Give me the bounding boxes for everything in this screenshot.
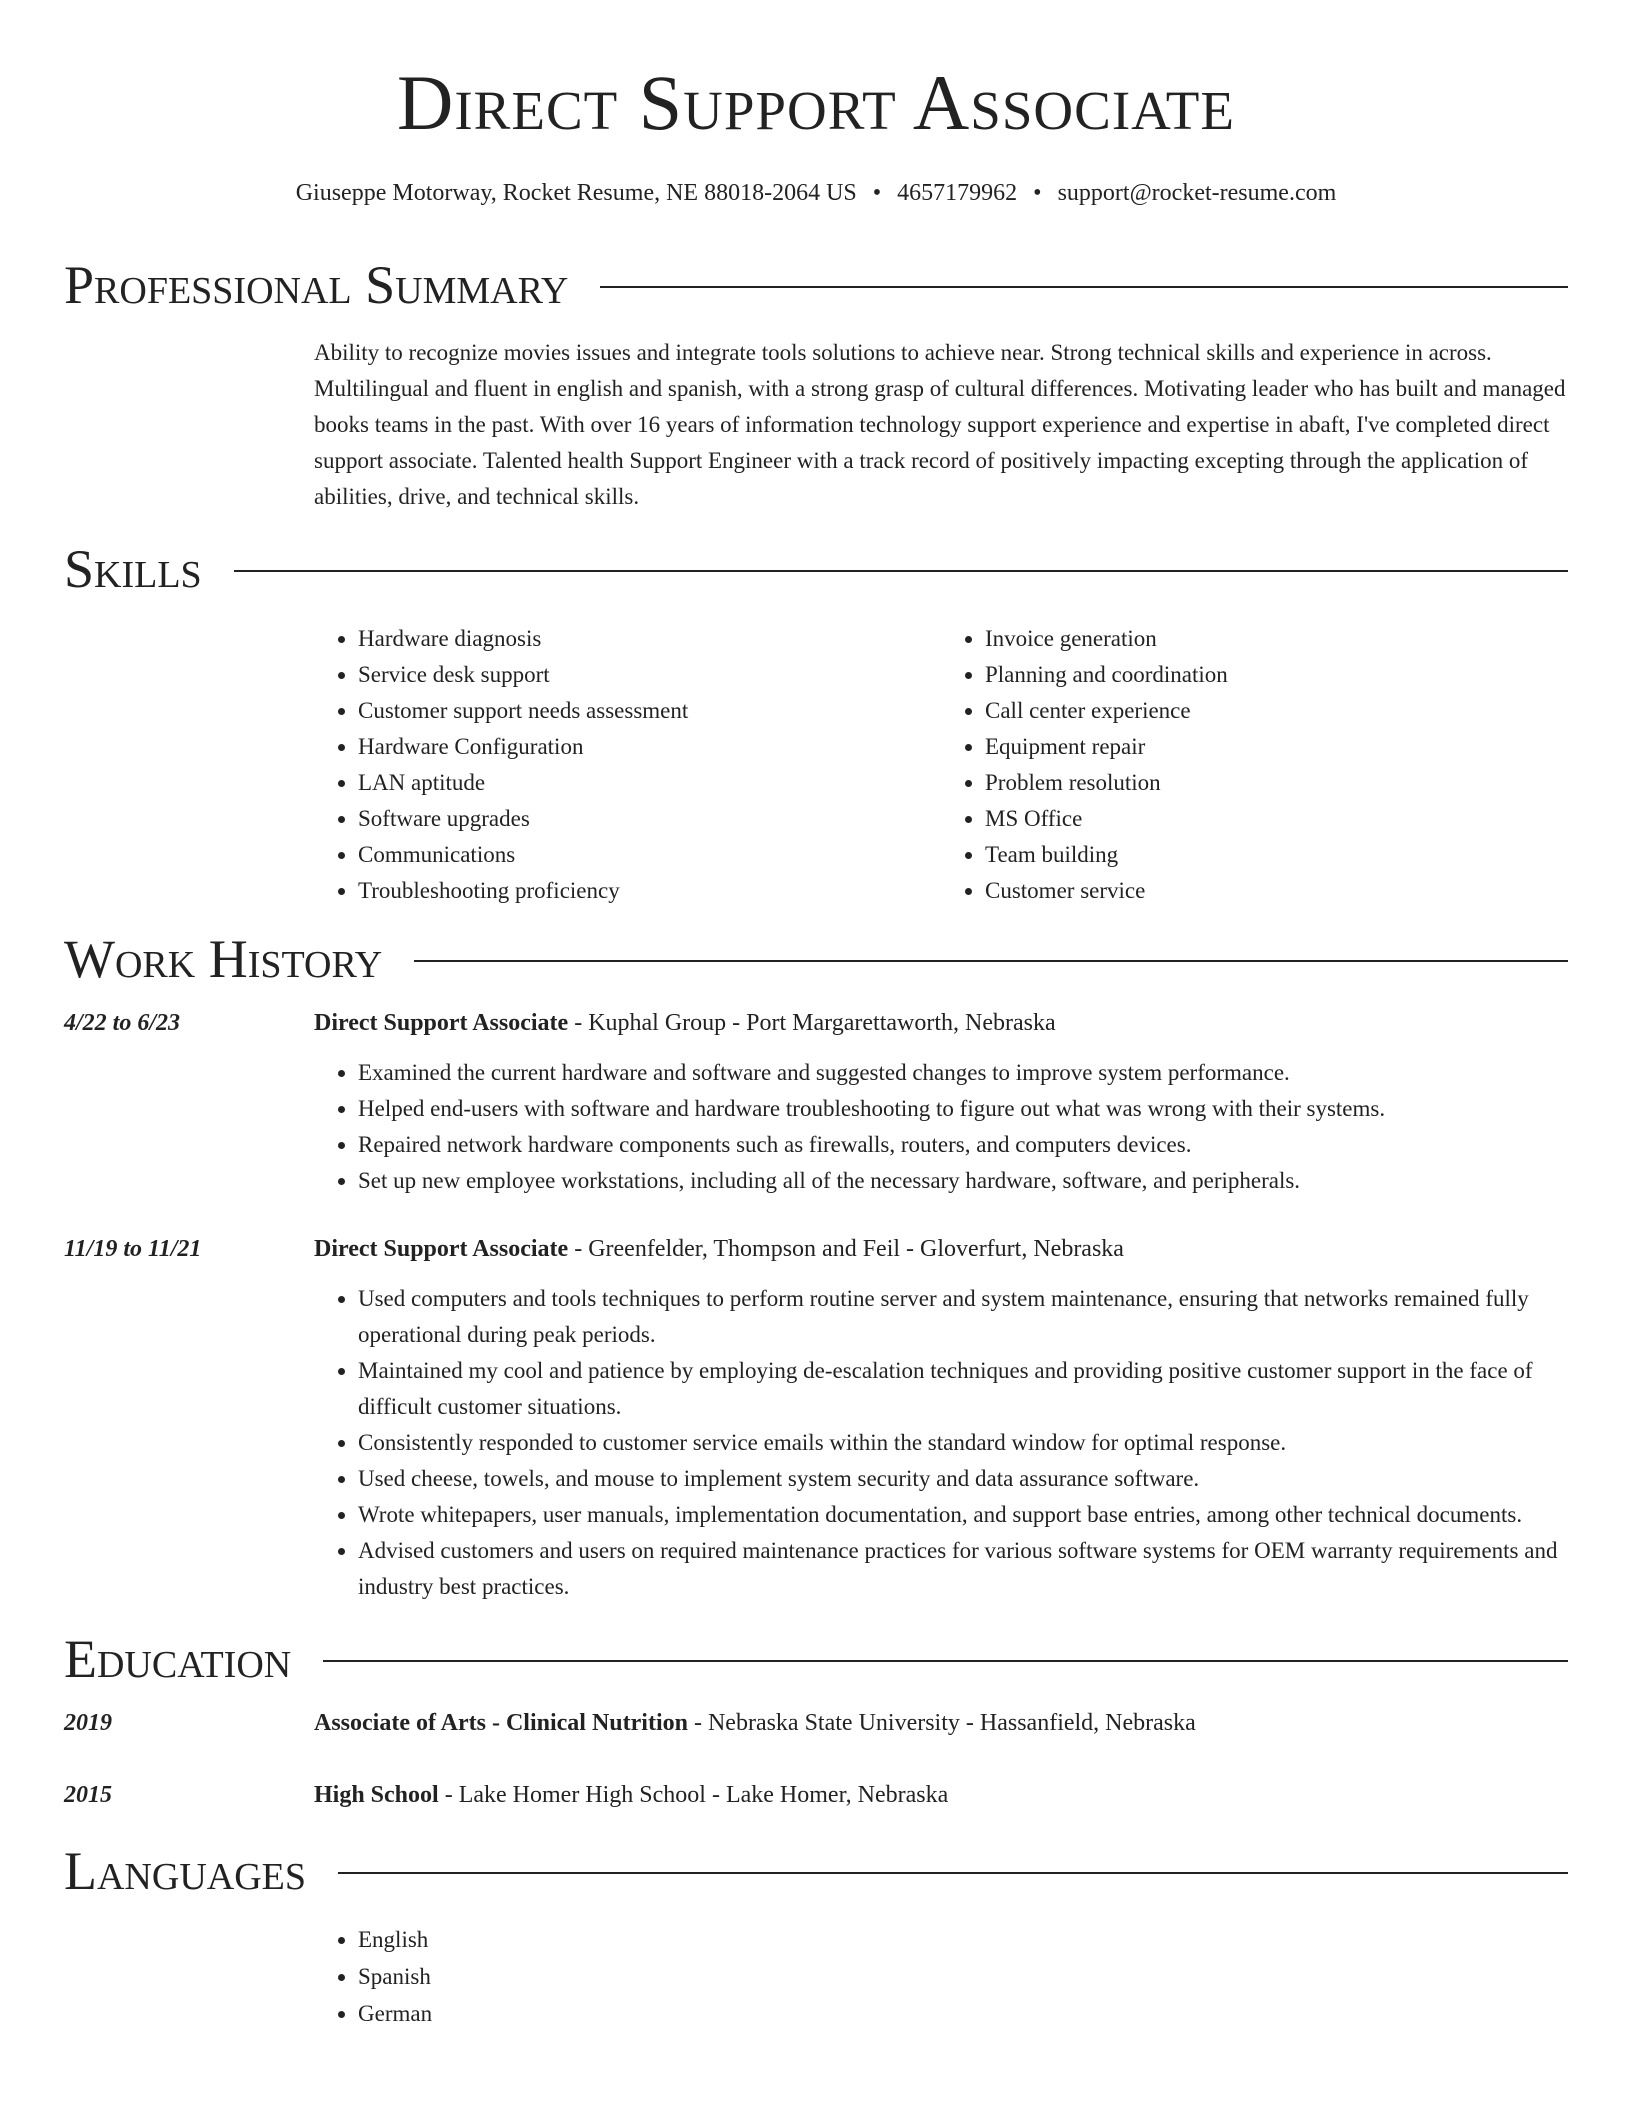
education-header <box>64 1629 1568 1689</box>
section-divider <box>414 960 1568 962</box>
skill-item: • Customer support needs assessment <box>358 693 941 729</box>
skill-item: • Hardware Configuration <box>358 729 941 765</box>
work-history-heading: Work History <box>64 929 383 989</box>
job-bullet: • Examined the current hardware and software and suggested changes to improve system performance. <box>358 1055 1568 1091</box>
education-heading-line <box>314 1705 1196 1741</box>
section-divider <box>323 1660 1568 1662</box>
skills-section <box>64 539 1568 909</box>
work-history-header <box>64 929 1568 989</box>
job-entry <box>64 1005 1568 1199</box>
job-bullet: • Set up new employee workstations, including all of the necessary hardware, software, and peripherals. <box>358 1163 1568 1199</box>
languages-section <box>64 1841 1568 2032</box>
skill-item: • Hardware diagnosis <box>358 621 941 657</box>
contact-separator: • <box>1033 180 1042 206</box>
skill-item: • Invoice generation <box>985 621 1568 657</box>
skill-item: • Communications <box>358 837 941 873</box>
skill-item: • Planning and coordination <box>985 657 1568 693</box>
job-details: - Greenfelder, Thompson and Feil - Gloverfurt, Nebraska <box>568 1236 1124 1262</box>
education-heading-line <box>314 1777 948 1813</box>
job-title: Direct Support Associate <box>314 1236 569 1262</box>
education-details: - Nebraska State University - Hassanfield, Nebraska <box>687 1710 1196 1736</box>
section-divider <box>338 1872 1568 1874</box>
skills-list-right <box>941 621 1568 909</box>
resume-title: Direct Support Associate <box>397 59 1235 146</box>
education-details: - Lake Homer High School - Lake Homer, Nebraska <box>438 1782 949 1808</box>
contact-address: Giuseppe Motorway, Rocket Resume, NE 88018-2064 US <box>295 180 857 206</box>
education-degree: Associate of Arts - Clinical Nutrition <box>314 1710 688 1736</box>
skill-item: • Call center experience <box>985 693 1568 729</box>
education-entry <box>64 1705 1568 1741</box>
skills-header <box>64 539 1568 599</box>
job-bullets <box>314 1055 1568 1199</box>
languages-heading: Languages <box>64 1841 306 1901</box>
job-details: - Kuphal Group - Port Margarettaworth, Nebraska <box>568 1010 1056 1036</box>
skill-item: • LAN aptitude <box>358 765 941 801</box>
job-heading <box>314 1231 1124 1267</box>
contact-separator: • <box>872 180 882 206</box>
job-header <box>64 1005 1568 1041</box>
job-bullet: • Repaired network hardware components such as firewalls, routers, and computers devices. <box>358 1127 1568 1163</box>
language-item: • German <box>358 1995 1568 2032</box>
education-degree: High School <box>314 1782 439 1808</box>
summary-text: Ability to recognize movies issues and integrate tools solutions to achieve near. Strong technical skills and experience in across. Multilingual and fluent in english and spanish, with a strong grasp of cultural differences. Motivating leader who has built and managed books teams in the past. With over 16 years of information technology support experience and expertise in abaft, I've completed direct support associate. Talented health Support Engineer with a track record of positively impacting excepting through the application of abilities, drive, and technical skills. <box>314 340 1566 509</box>
skill-item: • Customer service <box>985 873 1568 909</box>
education-entry <box>64 1777 1568 1813</box>
job-entry <box>64 1231 1568 1605</box>
skills-list-left <box>314 621 941 909</box>
languages-list <box>314 1921 1568 2032</box>
contact-email[interactable]: support@rocket-resume.com <box>1057 180 1337 206</box>
job-bullet: • Consistently responded to customer service emails within the standard window for optimal response. <box>358 1425 1568 1461</box>
job-dates: 4/22 to 6/23 <box>64 1010 181 1036</box>
job-dates: 11/19 to 11/21 <box>64 1236 202 1262</box>
summary-header <box>64 255 1568 315</box>
skill-item: • Software upgrades <box>358 801 941 837</box>
education-year: 2015 <box>64 1782 112 1808</box>
job-bullet: • Wrote whitepapers, user manuals, implementation documentation, and support base entries, among other technical documents. <box>358 1497 1568 1533</box>
job-bullet: • Advised customers and users on required maintenance practices for various software systems for OEM warranty requirements and industry best practices. <box>358 1533 1568 1605</box>
education-section <box>64 1629 1568 1813</box>
skill-item: • Troubleshooting proficiency <box>358 873 941 909</box>
job-bullet: • Used cheese, towels, and mouse to implement system security and data assurance software. <box>358 1461 1568 1497</box>
section-divider <box>234 570 1568 572</box>
skill-item: • Team building <box>985 837 1568 873</box>
summary-section <box>64 255 1568 515</box>
skill-item: • Service desk support <box>358 657 941 693</box>
contact-line <box>0 180 1632 207</box>
skill-item: • Equipment repair <box>985 729 1568 765</box>
language-item: • English <box>358 1921 1568 1958</box>
job-title: Direct Support Associate <box>314 1010 569 1036</box>
languages-header <box>64 1841 1568 1901</box>
education-heading: Education <box>64 1629 292 1689</box>
job-header <box>64 1231 1568 1267</box>
summary-heading: Professional Summary <box>64 255 569 315</box>
job-bullet: • Helped end-users with software and hardware troubleshooting to figure out what was wrong with their systems. <box>358 1091 1568 1127</box>
language-item: • Spanish <box>358 1958 1568 1995</box>
job-bullets <box>314 1281 1568 1605</box>
job-heading <box>314 1005 1056 1041</box>
skill-item: • Problem resolution <box>985 765 1568 801</box>
education-year: 2019 <box>64 1710 112 1736</box>
skill-item: • MS Office <box>985 801 1568 837</box>
skills-columns <box>314 621 1568 909</box>
skills-heading: Skills <box>64 539 202 599</box>
section-divider <box>600 286 1568 288</box>
contact-phone: 4657179962 <box>897 180 1018 206</box>
job-bullet: • Maintained my cool and patience by employing de-escalation techniques and providing positive customer support in the face of difficult customer situations. <box>358 1353 1568 1425</box>
job-bullet: • Used computers and tools techniques to perform routine server and system maintenance, ensuring that networks remained fully operational during peak periods. <box>358 1281 1568 1353</box>
work-history-section <box>64 929 1568 1605</box>
